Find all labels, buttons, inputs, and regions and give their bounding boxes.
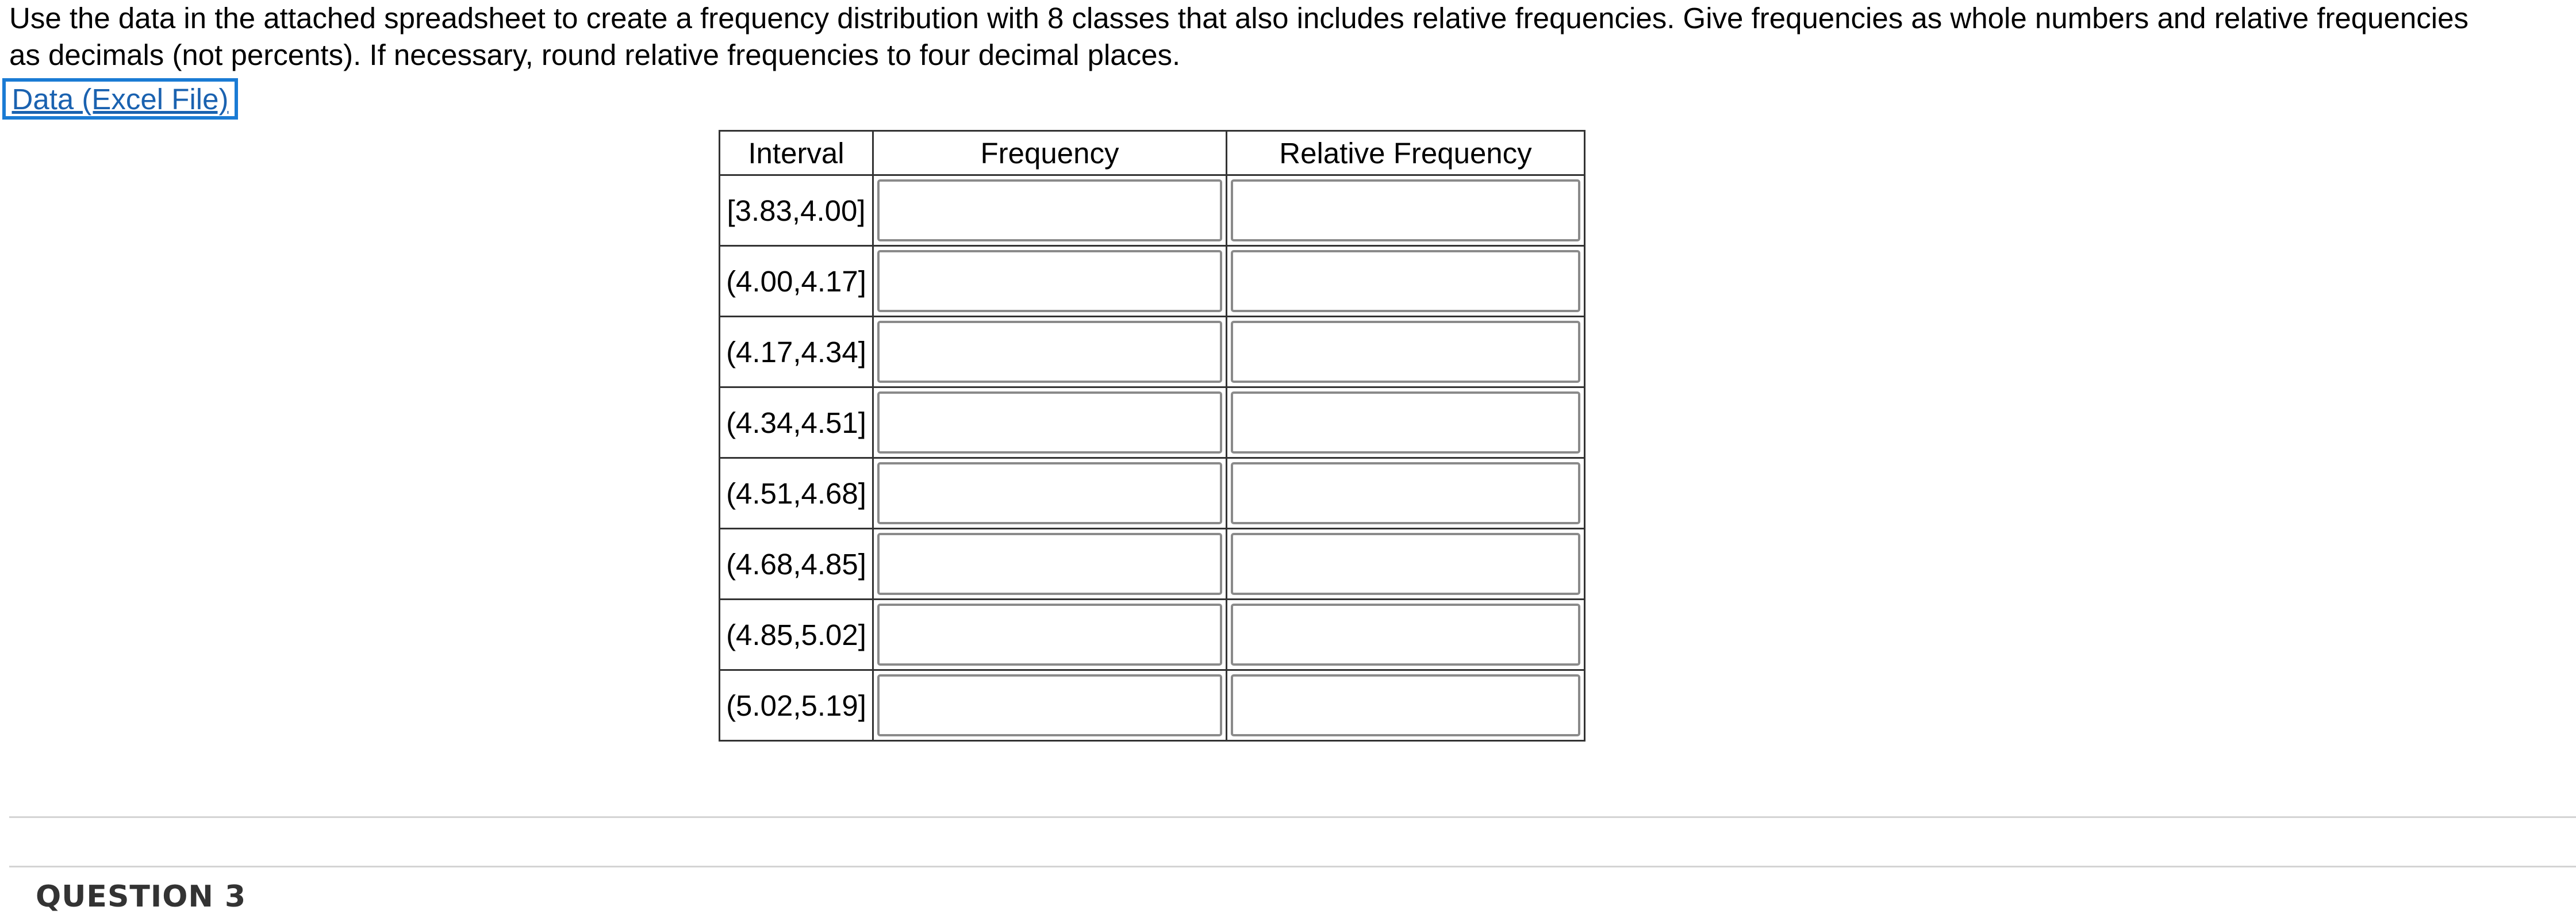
interval-label: (4.34,4.51] [720,388,874,459]
frequency-input[interactable] [877,674,1222,736]
question-instructions: Use the data in the attached spreadsheet to create a frequency distribution with 8 classes that also includes relative frequencies. Give frequencies as whole numbers and relative frequencies as decimals (not percents). If necessary, round relative frequencies to four decimal places. [9,2,2468,71]
table-row [720,388,1584,459]
table-row [720,176,1584,247]
relative-frequency-input[interactable] [1231,179,1580,241]
table-row [720,247,1584,317]
frequency-input[interactable] [877,321,1222,383]
interval-label: [3.83,4.00] [720,176,874,247]
section-divider [9,816,2576,818]
interval-label: (4.00,4.17] [720,247,874,317]
relative-frequency-input[interactable] [1231,250,1580,312]
relative-frequency-input[interactable] [1231,604,1580,666]
relative-frequency-input[interactable] [1231,674,1580,736]
frequency-distribution-table [719,130,1585,742]
frequency-input[interactable] [877,462,1222,524]
frequency-column-header: Frequency [874,132,1227,176]
relative-frequency-input[interactable] [1231,462,1580,524]
frequency-input[interactable] [877,391,1222,454]
interval-label: (4.85,5.02] [720,600,874,671]
relative-frequency-input[interactable] [1231,321,1580,383]
relative-frequency-input[interactable] [1231,391,1580,454]
frequency-input[interactable] [877,533,1222,595]
interval-label: (5.02,5.19] [720,671,874,740]
table-row [720,671,1584,740]
table-header-row [720,132,1584,176]
interval-label: (4.17,4.34] [720,317,874,388]
next-question-heading: QUESTION 3 [36,880,247,914]
interval-label: (4.68,4.85] [720,529,874,600]
table-row [720,600,1584,671]
table-row [720,459,1584,529]
frequency-input[interactable] [877,179,1222,241]
frequency-input[interactable] [877,250,1222,312]
data-excel-file-link[interactable]: Data (Excel File) [2,78,238,120]
table-row [720,529,1584,600]
interval-column-header: Interval [720,132,874,176]
relative-frequency-column-header: Relative Frequency [1227,132,1584,176]
relative-frequency-input[interactable] [1231,533,1580,595]
frequency-input[interactable] [877,604,1222,666]
question-divider [9,866,2576,867]
table-row [720,317,1584,388]
interval-label: (4.51,4.68] [720,459,874,529]
